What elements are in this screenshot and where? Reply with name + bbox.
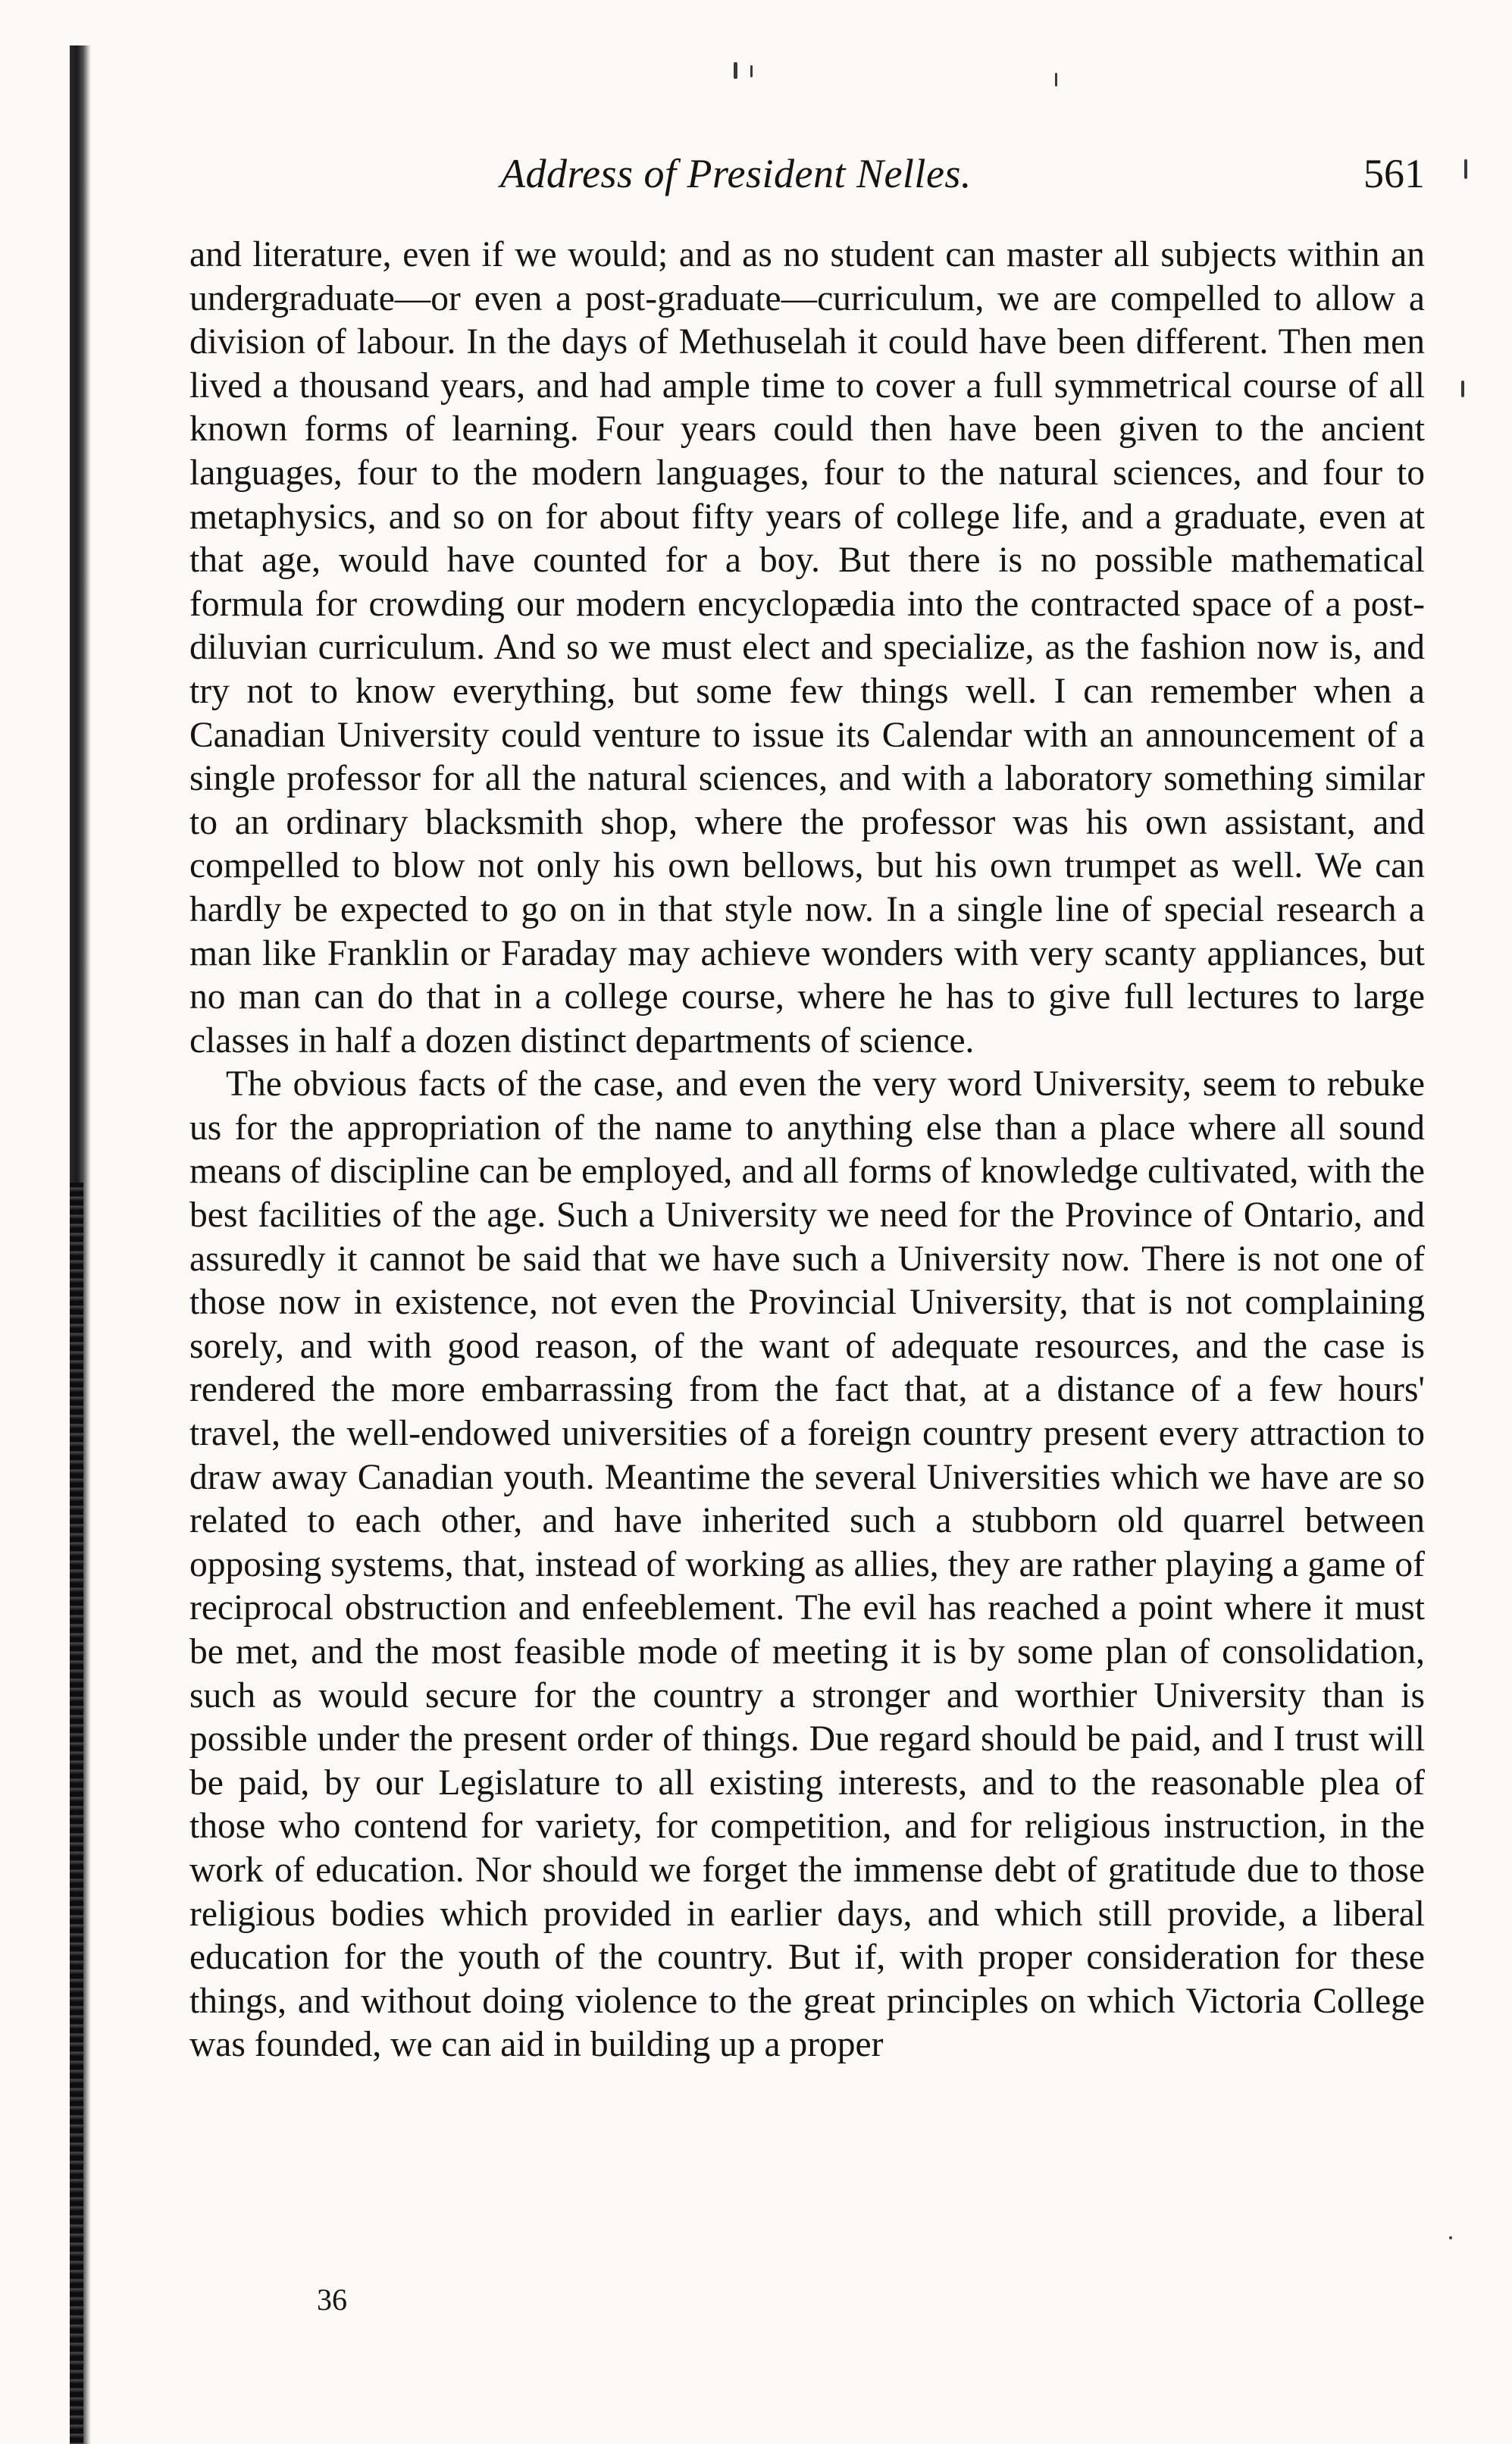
body-text [189, 233, 1425, 2067]
binding-edge [70, 45, 91, 2444]
page-number: 561 [1363, 151, 1425, 196]
signature-mark: 36 [317, 2283, 347, 2317]
scan-speck [1055, 73, 1057, 86]
paragraph: The obvious facts of the case, and even the very word University, seem to rebuke us for the appropriation of the name to anything else than a place where all sound means of discipline can be employed, and all forms of knowledge cultivated, with the best facilities of the age. Such a University we need for the Province of Ontario, and assuredly it cannot be said that we have such a University now. There is not one of those now in existence, not even the Provincial University, that is not complaining sorely, and with good reason, of the want of adequate resources, and the case is rendered the more embarrassing from the fact that, at a distance of a few hours' travel, the well-endowed universities of a foreign country present every attraction to draw away Canadian youth. Meantime the several Universities which we have are so related to each other, and have inherited such a stubborn old quarrel between opposing systems, that, instead of working as allies, they are rather playing a game of reciprocal obstruction and enfeeblement. The evil has reached a point where it must be met, and the most feasible mode of meeting it is by some plan of consolidation, such as would secure for the country a stronger and worthier University than is possible under the present order of things. Due regard should be paid, and I trust will be paid, by our Legislature to all existing interests, and to the reasonable plea of those who contend for variety, for competition, and for religious instruction, in the work of education. Nor should we forget the immense debt of gratitude due to those religious bodies which provided in earlier days, and which still provide, a liberal education for the youth of the country. But if, with proper consideration for these things, and without doing violence to the great principles on which Victoria College was founded, we can aid in building up a proper [189, 1064, 1425, 2065]
scan-speck [1461, 381, 1464, 397]
scan-speck [1464, 159, 1467, 179]
paragraph: and literature, even if we would; and as no student can master all subjects within an undergraduate—or even a post-graduate—curriculum, we are compelled to allow a division of labour. In the days of Methuselah it could have been different. Then men lived a thousand years, and had ample time to cover a full symmetrical course of all known forms of learning. Four years could then have been given to the ancient languages, four to the modern languages, four to the natural sciences, and four to metaphysics, and so on for about fifty years of college life, and a graduate, even at that age, would have counted for a boy. But there is no possible mathematical formula for crowding our modern encyclopædia into the contracted space of a post-diluvian curriculum. And so we must elect and specialize, as the fashion now is, and try not to know everything, but some few things well. I can remember when a Canadian University could venture to issue its Calendar with an announcement of a single professor for all the natural sciences, and with a laboratory something similar to an ordinary blacksmith shop, where the professor was his own assistant, and compelled to blow not only his own bellows, but his own trumpet as well. We can hardly be expected to go on in that style now. In a single line of special research a man like Franklin or Faraday may achieve wonders with very scanty appliances, but no man can do that in a college course, where he has to give full lectures to large classes in half a dozen distinct departments of science. [189, 235, 1425, 1061]
page-header [189, 136, 1425, 205]
scan-speck [734, 62, 737, 79]
running-head: Address of President Nelles. [500, 151, 972, 196]
scan-speck [750, 65, 753, 77]
scan-speck [1449, 2236, 1452, 2239]
